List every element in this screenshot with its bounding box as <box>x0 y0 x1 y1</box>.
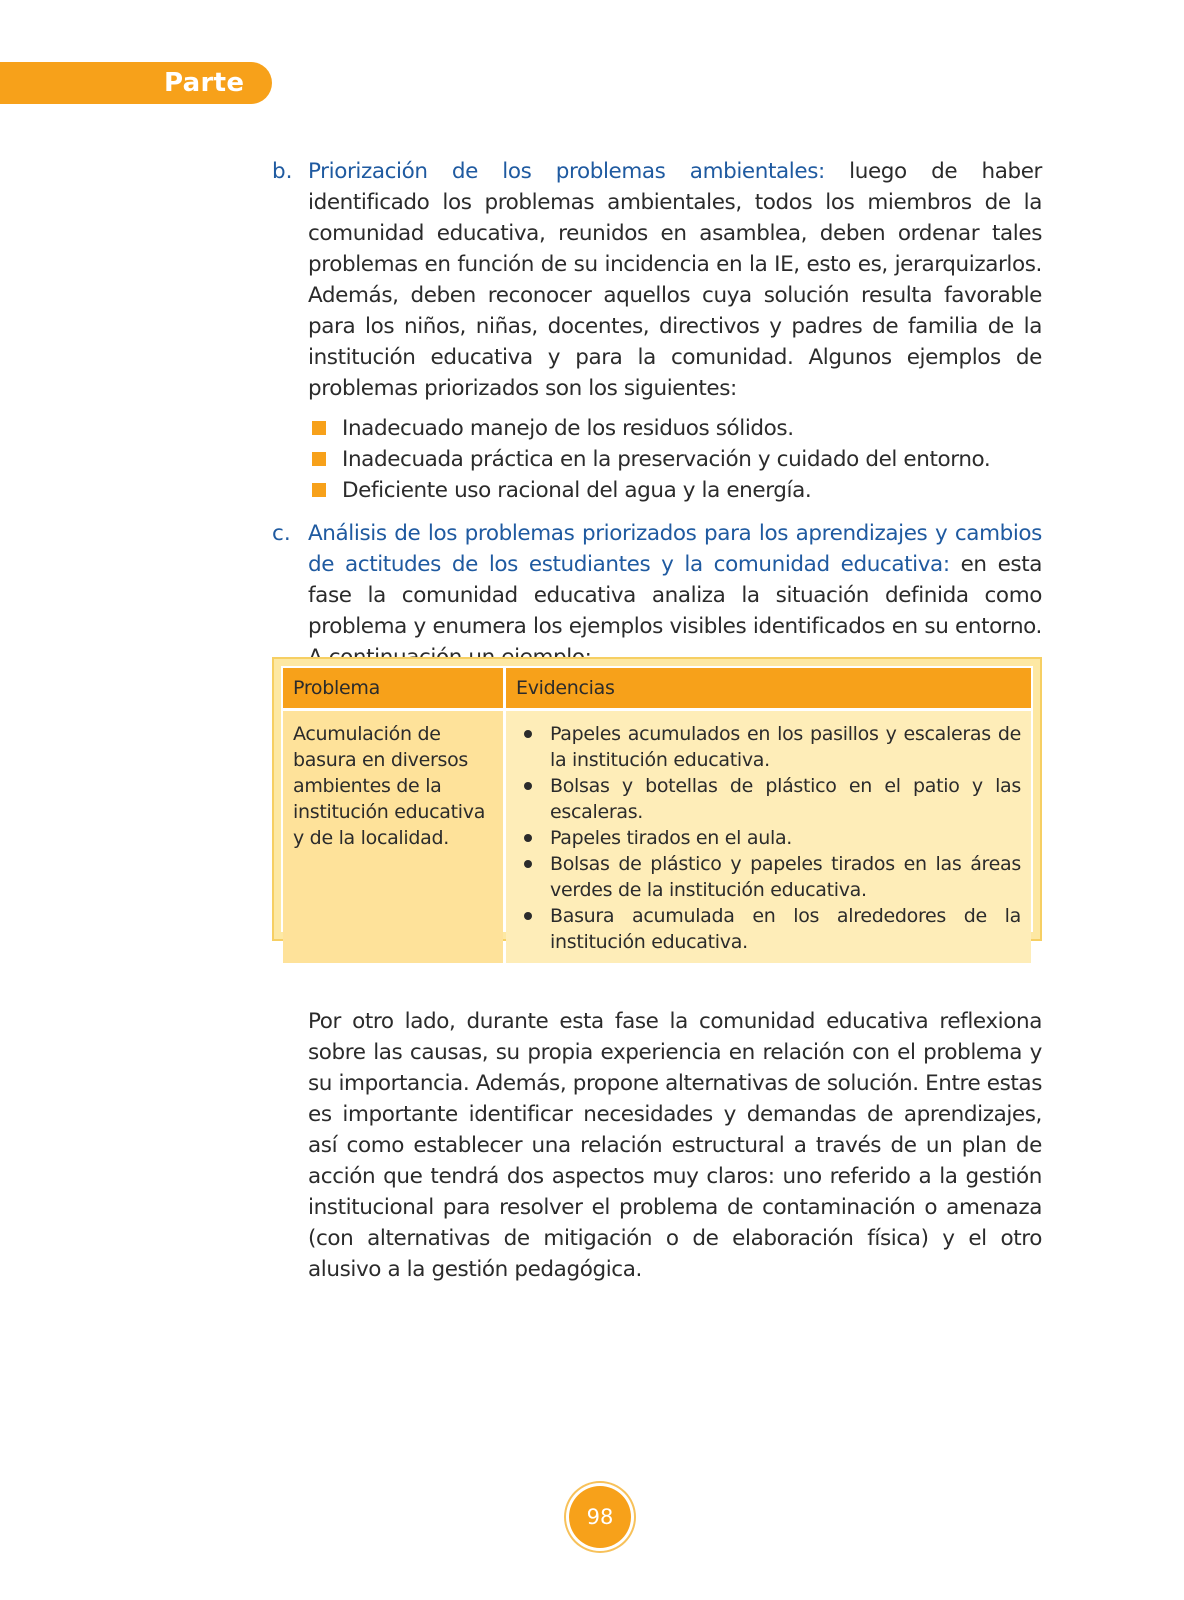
square-bullet-icon <box>312 483 326 497</box>
bullet-dot-icon <box>524 782 532 790</box>
table-grid <box>281 666 1033 953</box>
section-b-letter: b. <box>272 159 293 184</box>
list-item: Basura acumulada en los alrededores de la institución educativa. <box>520 903 1021 955</box>
section-b <box>272 156 1042 506</box>
section-b-text: luego de haber identificado los problemas ambientales, todos los miembros de la comunidad educativa, reunidos en asamblea, deben ordenar tales problemas en función de su incidencia en la IE, esto es, jerarquizarlos. Además, deben reconocer aquellos cuya solución resulta favorable para los niños, niñas, docentes, directivos y padres de familia de la institución educativa y para la comunidad. Algunos ejemplos de problemas priorizados son los siguientes: <box>308 159 1042 401</box>
table-cell-evidences <box>506 711 1031 963</box>
list-item: Papeles tirados en el aula. <box>520 825 1021 851</box>
closing-paragraph: Por otro lado, durante esta fase la comunidad educativa reflexiona sobre las causas, su propia experiencia en relación con el problema y su importancia. Además, propone alternativas de solución. Entre estas es importante identificar necesidades y demandas de aprendizajes, así como establecer una relación estructural a través de un plan de acción que tendrá dos aspectos muy claros: uno referido a la gestión institucional para resolver el problema de contaminación o amenaza (con alternativas de mitigación o de elaboración física) y el otro alusivo a la gestión pedagógica. <box>308 1009 1042 1282</box>
evidences-list <box>520 721 1021 955</box>
bullet-dot-icon <box>524 912 532 920</box>
part-label-tab <box>0 62 272 140</box>
page-number: 98 <box>586 1505 614 1529</box>
table-header-problem: Problema <box>283 668 503 708</box>
main-content <box>272 156 1042 673</box>
list-item: Bolsas de plástico y papeles tirados en las áreas verdes de la institución educativa. <box>520 851 1021 903</box>
list-item: Deficiente uso racional del agua y la energía. <box>312 475 1042 506</box>
prioritized-problems-list <box>308 413 1042 506</box>
table-cell-problem: Acumulación de basura en diversos ambientes de la institución educativa y de la localidad. <box>283 711 503 963</box>
list-item: Papeles acumulados en los pasillos y escaleras de la institución educativa. <box>520 721 1021 773</box>
bullet-dot-icon <box>524 834 532 842</box>
section-c-text: en esta fase la comunidad educativa analiza la situación definida como problema y enumera los ejemplos visibles identificados en su entorno. <box>308 552 1042 639</box>
example-table <box>272 657 1042 953</box>
list-item: Inadecuada práctica en la preservación y cuidado del entorno. <box>312 444 1042 475</box>
table-header-evidences: Evidencias <box>506 668 1031 708</box>
section-c-heading: Análisis de los problemas priorizados para los aprendizajes y cambios de actitudes de los estudiantes y la comunidad educativa: <box>308 521 1042 577</box>
list-item: Inadecuado manejo de los residuos sólidos. <box>312 413 1042 444</box>
page-number-badge <box>569 1486 631 1548</box>
list-item: Bolsas y botellas de plástico en el patio y las escaleras. <box>520 773 1021 825</box>
section-c <box>272 518 1042 673</box>
section-c-letter: c. <box>272 521 291 546</box>
section-b-heading: Priorización de los problemas ambientales: <box>308 159 825 184</box>
section-c-paragraph <box>308 518 1042 673</box>
part-label: Parte 3 <box>164 68 245 140</box>
bullet-dot-icon <box>524 860 532 868</box>
section-b-paragraph <box>308 156 1042 404</box>
square-bullet-icon <box>312 421 326 435</box>
bullet-dot-icon <box>524 730 532 738</box>
square-bullet-icon <box>312 452 326 466</box>
